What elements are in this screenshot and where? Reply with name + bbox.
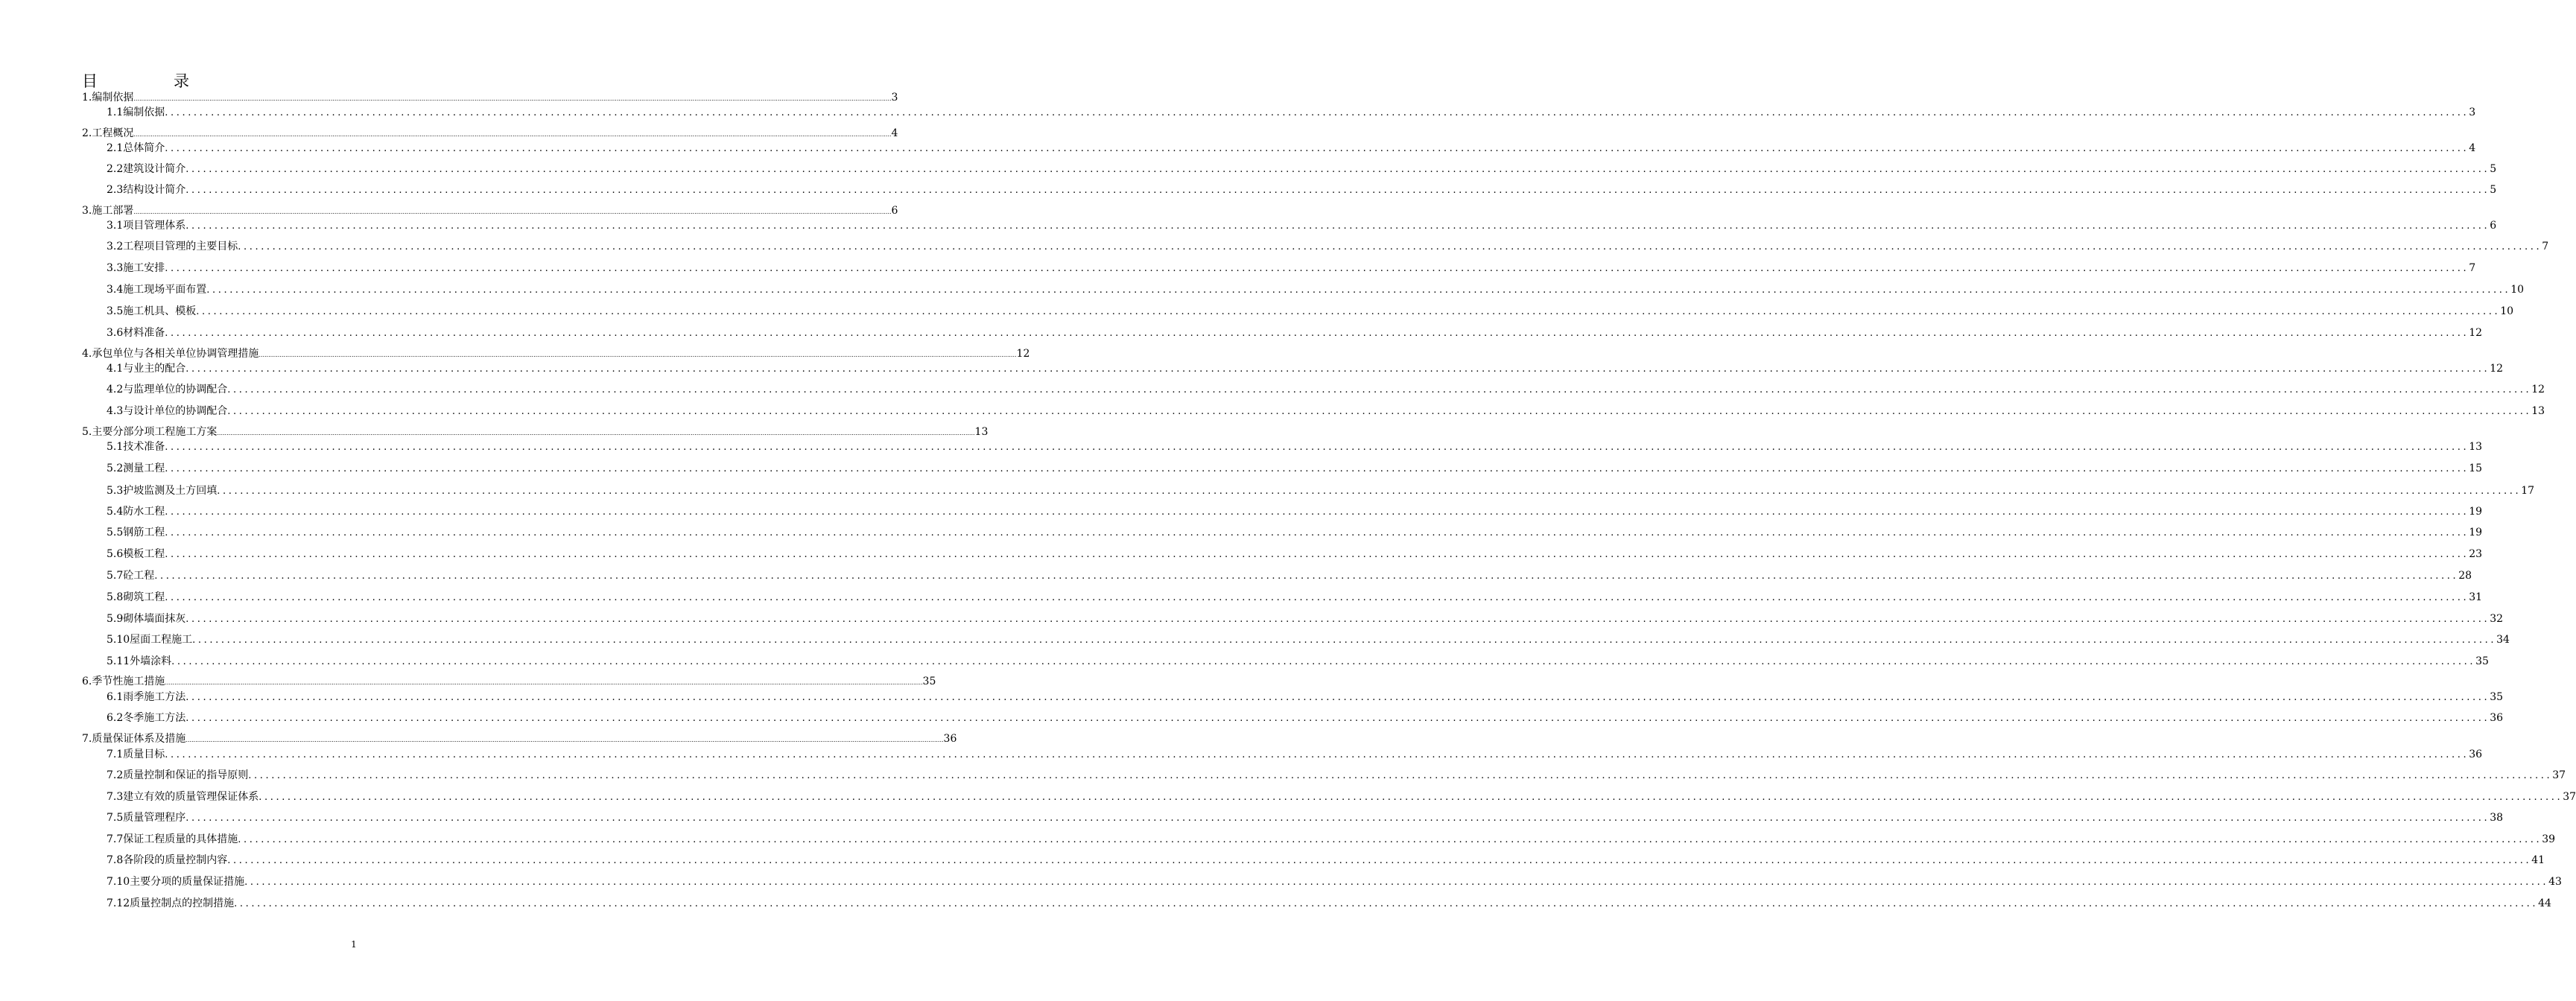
toc-dot-leader: ................................................................................................................................................................................................................................................................................................................................................................................................................	[165, 527, 2469, 538]
toc-entry-page: 6	[2490, 220, 2497, 232]
toc-entry-section[interactable]	[107, 569, 2472, 583]
toc-dot-leader: ................................................................................................................................................................................................................................................................................................................................................................................................................	[165, 328, 2469, 339]
toc-entry-label: 4.3与设计单位的协调配合	[107, 405, 228, 417]
toc-entry-page: 39	[2542, 833, 2556, 845]
toc-entry-label: 3.4施工现场平面布置	[107, 284, 207, 296]
toc-entry-section[interactable]	[107, 833, 2556, 847]
toc-entry-label: 3.1项目管理体系	[107, 220, 186, 232]
toc-dot-leader: ................................................................................................................................................................................................................................................................................................................................................................................................................	[238, 241, 2542, 252]
toc-dot-leader: ................................................................................................................................................................................................................................................................................................................................................................................................................	[165, 679, 923, 686]
toc-entry-section[interactable]	[107, 383, 2545, 397]
toc-entry-chapter[interactable]	[82, 675, 936, 690]
toc-dot-leader: ................................................................................................................................................................................................................................................................................................................................................................................................................	[165, 549, 2469, 560]
toc-dot-leader: ................................................................................................................................................................................................................................................................................................................................................................................................................	[196, 306, 2501, 317]
toc-dot-leader: ................................................................................................................................................................................................................................................................................................................................................................................................................	[165, 506, 2469, 518]
toc-entry-chapter[interactable]	[82, 347, 1030, 362]
toc-entry-page: 43	[2548, 876, 2562, 888]
toc-entry-page: 35	[2475, 655, 2489, 667]
toc-entry-section[interactable]	[107, 219, 2497, 233]
toc-entry-page: 44	[2538, 897, 2551, 909]
toc-dot-leader: ................................................................................................................................................................................................................................................................................................................................................................................................................	[185, 185, 2490, 196]
toc-entry-chapter[interactable]	[82, 91, 898, 106]
toc-entry-page: 13	[2531, 405, 2545, 417]
toc-entry-label: 5.1技术准备	[107, 441, 165, 453]
toc-entry-label: 2.2建筑设计简介	[107, 163, 186, 175]
toc-entry-label: 5.11外墙涂料	[107, 655, 172, 667]
toc-entry-page: 23	[2469, 548, 2483, 560]
toc-entry-label: 5.主要分部分项工程施工方案	[82, 426, 218, 438]
toc-entry-section[interactable]	[107, 897, 2551, 911]
toc-entry-section[interactable]	[107, 690, 2504, 705]
toc-entry-section[interactable]	[107, 854, 2545, 868]
toc-entry-page: 37	[2552, 769, 2566, 781]
toc-entry-label: 4.1与业主的配合	[107, 363, 186, 375]
toc-dot-leader: ................................................................................................................................................................................................................................................................................................................................................................................................................	[248, 770, 2553, 781]
toc-entry-page: 4	[891, 127, 898, 139]
toc-entry-label: 7.质量保证体系及措施	[82, 733, 186, 745]
toc-entry-page: 37	[2563, 791, 2576, 803]
toc-dot-leader: ................................................................................................................................................................................................................................................................................................................................................................................................................	[234, 898, 2539, 909]
toc-dot-leader: ................................................................................................................................................................................................................................................................................................................................................................................................................	[185, 614, 2490, 625]
toc-dot-leader: ................................................................................................................................................................................................................................................................................................................................................................................................................	[185, 220, 2490, 232]
toc-entry-page: 31	[2469, 591, 2483, 603]
toc-dot-leader: ................................................................................................................................................................................................................................................................................................................................................................................................................	[165, 592, 2469, 603]
toc-entry-label: 7.10主要分项的质量保证措施	[107, 876, 245, 888]
toc-entry-page: 13	[974, 426, 989, 438]
toc-dot-leader: ................................................................................................................................................................................................................................................................................................................................................................................................................	[185, 713, 2490, 724]
toc-entry-section[interactable]	[107, 526, 2483, 540]
toc-entry-label: 7.8各阶段的质量控制内容	[107, 854, 228, 866]
toc-entry-label: 3.2工程项目管理的主要目标	[107, 241, 238, 252]
toc-dot-leader: ................................................................................................................................................................................................................................................................................................................................................................................................................	[227, 855, 2532, 866]
toc-entry-page: 13	[2469, 441, 2483, 453]
toc-entry-label: 7.1质量目标	[107, 749, 165, 760]
toc-entry-section[interactable]	[107, 484, 2535, 498]
toc-entry-section[interactable]	[107, 633, 2510, 647]
toc-dot-leader: ................................................................................................................................................................................................................................................................................................................................................................................................................	[171, 656, 2476, 667]
toc-entry-section[interactable]	[107, 404, 2545, 419]
toc-entry-label: 1.1编制依据	[107, 107, 165, 118]
toc-entry-page: 5	[2490, 163, 2497, 175]
toc-entry-section[interactable]	[107, 462, 2483, 476]
toc-title-right: 录	[174, 72, 189, 90]
toc-entry-label: 4.承包单位与各相关单位协调管理措施	[82, 348, 259, 360]
toc-entry-label: 5.3护坡监测及土方回填	[107, 485, 218, 497]
toc-dot-leader: ................................................................................................................................................................................................................................................................................................................................................................................................................	[154, 571, 2459, 582]
toc-dot-leader: ................................................................................................................................................................................................................................................................................................................................................................................................................	[165, 263, 2469, 274]
toc-entry-label: 3.5施工机具、模板	[107, 305, 197, 317]
toc-entry-page: 12	[2531, 384, 2545, 395]
toc-entry-label: 7.7保证工程质量的具体措施	[107, 833, 238, 845]
toc-entry-page: 35	[922, 676, 936, 687]
toc-entry-label: 5.7砼工程	[107, 570, 155, 582]
toc-entry-page: 12	[2490, 363, 2504, 375]
toc-entry-label: 6.2冬季施工方法	[107, 712, 186, 724]
toc-entry-label: 3.3施工安排	[107, 262, 165, 274]
toc-entry-section[interactable]	[107, 748, 2483, 762]
toc-entry-page: 36	[2490, 712, 2504, 724]
toc-dot-leader: ................................................................................................................................................................................................................................................................................................................................................................................................................	[258, 352, 1017, 358]
toc-entry-section[interactable]	[107, 261, 2476, 276]
toc-dot-leader: ................................................................................................................................................................................................................................................................................................................................................................................................................	[185, 692, 2490, 703]
toc-title	[82, 72, 189, 91]
toc-entry-label: 6.1雨季施工方法	[107, 691, 186, 703]
toc-entry-page: 28	[2458, 570, 2472, 582]
toc-entry-page: 41	[2531, 854, 2545, 866]
toc-entry-label: 7.2质量控制和保证的指导原则	[107, 769, 249, 781]
toc-entry-page: 38	[2490, 812, 2504, 824]
toc-entry-label: 5.2测量工程	[107, 463, 165, 474]
toc-entry-page: 3	[891, 92, 898, 104]
toc-dot-leader: ................................................................................................................................................................................................................................................................................................................................................................................................................	[185, 363, 2490, 375]
toc-dot-leader: ................................................................................................................................................................................................................................................................................................................................................................................................................	[192, 635, 2497, 646]
toc-entry-page: 5	[2490, 184, 2497, 196]
toc-entry-page: 36	[943, 733, 957, 745]
toc-entry-page: 12	[1016, 348, 1030, 360]
toc-dot-leader: ................................................................................................................................................................................................................................................................................................................................................................................................................	[185, 164, 2490, 175]
toc-dot-leader: ................................................................................................................................................................................................................................................................................................................................................................................................................	[227, 384, 2532, 395]
toc-entry-section[interactable]	[107, 305, 2514, 319]
toc-entry-page: 4	[2469, 142, 2476, 154]
toc-entry-label: 5.10屋面工程施工	[107, 634, 193, 646]
toc-entry-label: 5.6模板工程	[107, 548, 165, 560]
toc-entry-label: 2.工程概况	[82, 127, 134, 139]
toc-dot-leader: ................................................................................................................................................................................................................................................................................................................................................................................................................	[185, 737, 944, 743]
toc-entry-section[interactable]	[107, 811, 2504, 825]
toc-entry-section[interactable]	[107, 106, 2476, 120]
toc-entry-section[interactable]	[107, 711, 2504, 725]
toc-entry-section[interactable]	[107, 505, 2483, 519]
toc-entry-page: 10	[2500, 305, 2514, 317]
toc-title-left: 目	[82, 72, 98, 90]
toc-dot-leader: ................................................................................................................................................................................................................................................................................................................................................................................................................	[227, 406, 2532, 417]
toc-entry-page: 19	[2469, 506, 2483, 518]
toc-entry-section[interactable]	[107, 142, 2476, 156]
toc-entry-chapter[interactable]	[82, 425, 989, 440]
toc-dot-leader: ................................................................................................................................................................................................................................................................................................................................................................................................................	[133, 131, 892, 138]
toc-entry-section[interactable]	[107, 591, 2483, 605]
toc-entry-page: 35	[2490, 691, 2504, 703]
toc-entry-label: 6.季节性施工措施	[82, 676, 165, 687]
toc-entry-label: 7.5质量管理程序	[107, 812, 186, 824]
toc-entry-section[interactable]	[107, 875, 2562, 889]
toc-entry-page: 6	[891, 205, 898, 217]
toc-entry-label: 7.12质量控制点的控制措施	[107, 897, 235, 909]
toc-dot-leader: ................................................................................................................................................................................................................................................................................................................................................................................................................	[238, 834, 2542, 845]
toc-entry-section[interactable]	[107, 240, 2549, 254]
toc-entry-section[interactable]	[107, 283, 2525, 297]
toc-entry-page: 3	[2469, 107, 2476, 118]
toc-dot-leader: ................................................................................................................................................................................................................................................................................................................................................................................................................	[165, 749, 2469, 760]
toc-entry-label: 4.2与监理单位的协调配合	[107, 384, 228, 395]
toc-entry-label: 5.5钢筋工程	[107, 527, 165, 538]
toc-entry-page: 7	[2469, 262, 2476, 274]
toc-entry-page: 34	[2496, 634, 2510, 646]
toc-dot-leader: ................................................................................................................................................................................................................................................................................................................................................................................................................	[165, 463, 2469, 474]
toc-dot-leader: ................................................................................................................................................................................................................................................................................................................................................................................................................	[165, 143, 2469, 154]
toc-entry-label: 3.6材料准备	[107, 327, 165, 339]
toc-entry-section[interactable]	[107, 612, 2504, 626]
toc-entry-chapter[interactable]	[82, 204, 898, 219]
toc-entry-section[interactable]	[107, 362, 2504, 376]
toc-entry-section[interactable]	[107, 440, 2483, 454]
toc-entry-page: 10	[2510, 284, 2525, 296]
toc-entry-section[interactable]	[107, 769, 2566, 783]
toc-dot-leader: ................................................................................................................................................................................................................................................................................................................................................................................................................	[258, 792, 2563, 803]
page-number: 1	[351, 939, 357, 950]
toc-entry-page: 32	[2490, 613, 2504, 625]
toc-dot-leader: ................................................................................................................................................................................................................................................................................................................................................................................................................	[165, 107, 2469, 118]
toc-dot-leader: ................................................................................................................................................................................................................................................................................................................................................................................................................	[185, 813, 2490, 824]
toc-entry-section[interactable]	[107, 655, 2489, 669]
toc-entry-label: 3.施工部署	[82, 205, 134, 217]
toc-entry-section[interactable]	[107, 326, 2483, 340]
toc-entry-section[interactable]	[107, 162, 2497, 177]
toc-entry-chapter[interactable]	[82, 127, 898, 142]
toc-dot-leader: ................................................................................................................................................................................................................................................................................................................................................................................................................	[133, 209, 892, 215]
toc-entry-page: 19	[2469, 527, 2483, 538]
toc-entry-label: 7.3建立有效的质量管理保证体系	[107, 791, 259, 803]
toc-dot-leader: ................................................................................................................................................................................................................................................................................................................................................................................................................	[165, 442, 2469, 453]
toc-entry-page: 17	[2521, 485, 2535, 497]
toc-entry-label: 5.4防水工程	[107, 506, 165, 518]
toc-entry-label: 5.9砌体墙面抹灰	[107, 613, 186, 625]
toc-dot-leader: ................................................................................................................................................................................................................................................................................................................................................................................................................	[217, 486, 2522, 497]
toc-entry-page: 15	[2469, 463, 2483, 474]
toc-dot-leader: ................................................................................................................................................................................................................................................................................................................................................................................................................	[133, 95, 892, 102]
toc-entry-page: 12	[2469, 327, 2483, 339]
toc-entry-label: 2.3结构设计简介	[107, 184, 186, 196]
toc-entry-label: 2.1总体简介	[107, 142, 165, 154]
toc-entry-label: 5.8砌筑工程	[107, 591, 165, 603]
toc-entry-section[interactable]	[107, 790, 2576, 804]
toc-entry-chapter[interactable]	[82, 732, 957, 747]
toc-entry-label: 1.编制依据	[82, 92, 134, 104]
toc-dot-leader: ................................................................................................................................................................................................................................................................................................................................................................................................................	[206, 285, 2511, 296]
toc-dot-leader: ................................................................................................................................................................................................................................................................................................................................................................................................................	[217, 430, 975, 436]
toc-entry-section[interactable]	[107, 547, 2483, 562]
toc-entry-page: 36	[2469, 749, 2483, 760]
toc-entry-page: 7	[2542, 241, 2549, 252]
toc-entry-section[interactable]	[107, 183, 2497, 197]
toc-dot-leader: ................................................................................................................................................................................................................................................................................................................................................................................................................	[244, 877, 2549, 888]
